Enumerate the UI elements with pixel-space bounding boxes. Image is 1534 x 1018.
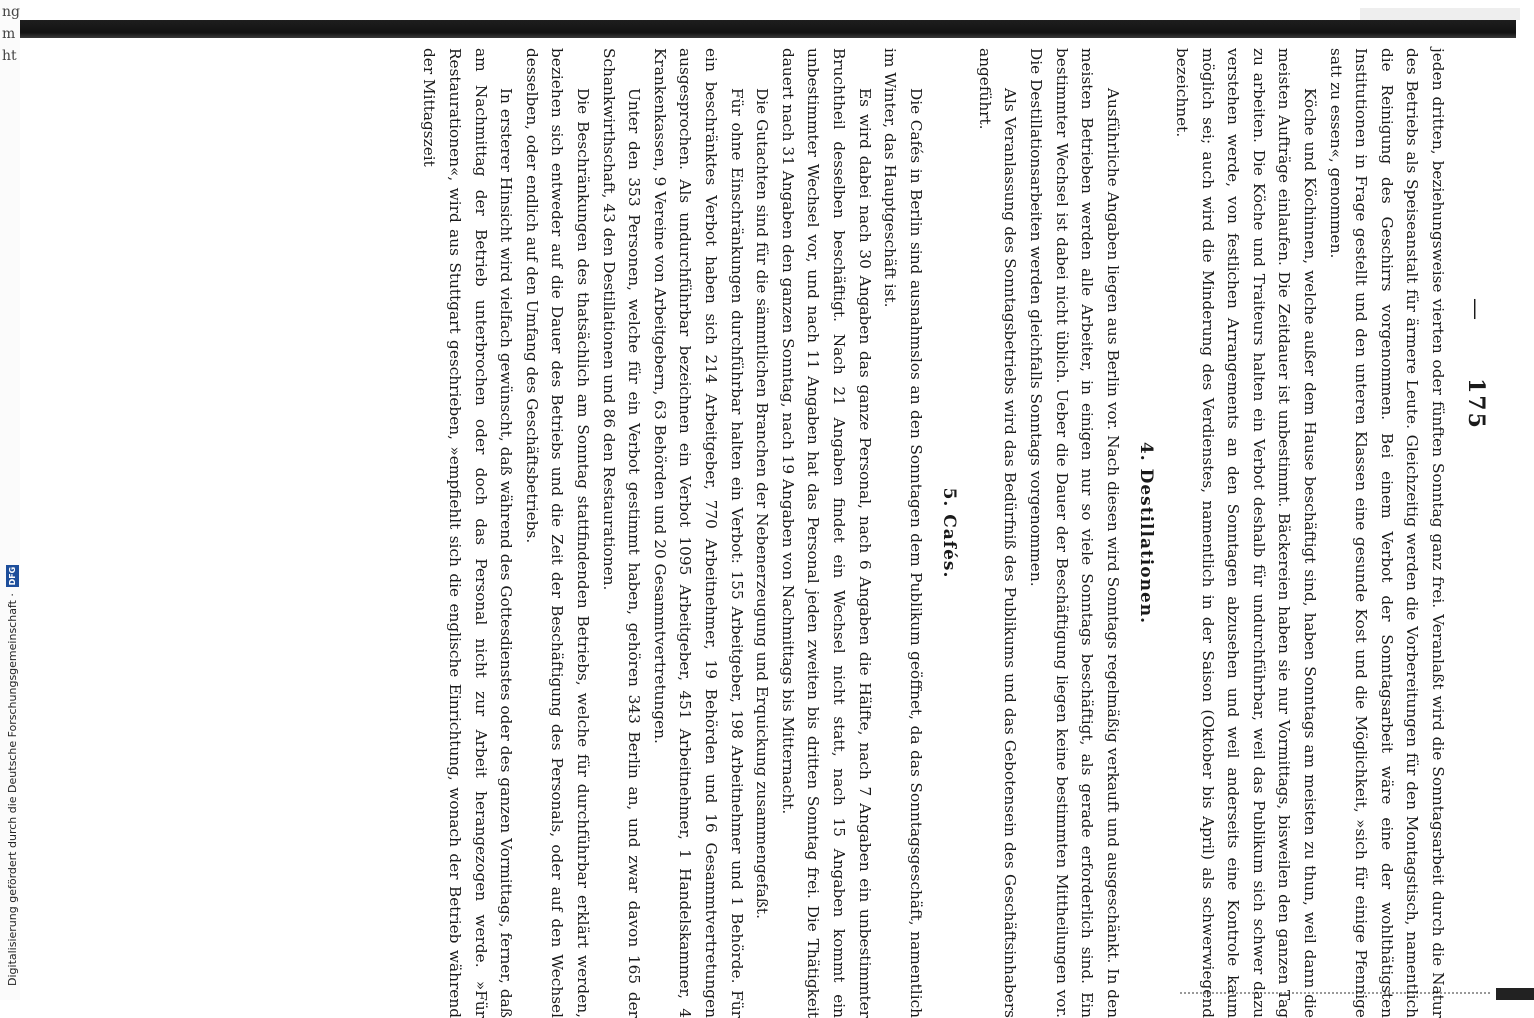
page-number: 175 <box>1463 378 1489 430</box>
scan-artifact <box>1360 8 1520 20</box>
cut-letter: ng <box>2 4 20 20</box>
book-page <box>120 48 1490 1018</box>
paragraph: In ersterer Hinsicht wird vielfach gewünscht, daß während des Gottesdienstes oder des ganzen Vormittags, ferner, daß am Nachmittag der Betrieb unterbrochen oder doch das Personal nicht zur Arbeit herangezogen werde. »Für Restaurationen«, wird aus Stuttgart geschrieben, »empfiehlt sich die englische Einrichtung, wonach der Betrieb während der Mittagszeit <box>420 48 516 1018</box>
scan-edge-bar <box>20 20 1516 38</box>
digitization-watermark <box>2 0 22 1000</box>
paragraph: Für ohne Einschränkungen durchführbar halten ein Verbot: 155 Arbeitgeber, 198 Arbeitnehmer und 1 Behörde. Für ein beschränktes Verbot haben sich 214 Arbeitgeber, 770 Arbeitnehmer, 19 Behörden und 16 Gesammtvertretungen ausgesprochen. Als undurchführbar bezeichnen ein Verbot 1095 Arbeitgeber, 451 Arbeitnehmer, 1 Handelskammer, 4 Krankenkassen, 9 Vereine von Arbeitgebern, 63 Behörden und 20 Gesammtvertretungen. <box>650 48 746 1018</box>
paragraph: Ausführliche Angaben liegen aus Berlin vor. Nach diesen wird Sonntags regelmäßig verkauft und ausgeschänkt. In den meisten Betrieben werden alle Arbeiter, in einigen nur so viele Sonntags beschäftigt, als gerade erforderlich sind. Ein bestimmter Wechsel ist dabei nicht üblich. Ueber die Dauer der Beschäftigung liegen keine bestimmten Mittheilungen vor. Die Destillationsarbeiten werden gleichfalls Sonntags vorgenommen. <box>1027 48 1122 1018</box>
paragraph: Es wird dabei nach 30 Angaben das ganze Personal, nach 6 Angaben die Hälfte, nach 7 Angaben ein unbestimmter Bruchtheil desselben beschäftigt. Nach 21 Angaben findet ein Wechsel nicht statt, nach 15 Angaben kommt ein unbestimmter Wechsel vor, und nach 11 Angaben hat das Personal jeden zweiten bis dritten Sonntag frei. Die Thätigkeit dauert nach 31 Angaben den ganzen Sonntag, nach 19 Angaben von Nachmittags bis Mitternacht. <box>778 48 874 1018</box>
section-heading-cafes: 5. Cafés. <box>939 487 960 579</box>
paragraph: Köche und Köchinnen, welche außer dem Hause beschäftigt sind, haben Sonntags am meisten zu thun, weil dann die meisten Aufträge einlaufen. Die Zeitdauer ist unbestimmt. Bäckereien haben sie nur Vormittags, bisweilen den ganzen Tag zu arbeiten. Die Köche und Traiteurs halten ein Verbot deshalb für undurchführbar, weil das Publikum sich schwer dazu verstehen werde, von festlichen Arrangements an den Sonntagen abzusehen und weil anderseits eine Kontrole kaum möglich sei; auch wird die Minderung des Verdienstes, namentlich in der Saison (Oktober bis April) als schwerwiegend bezeichnet. <box>1173 48 1320 1018</box>
dfg-logo-icon: DFG <box>7 566 17 586</box>
paragraph: Die Beschränkungen des thatsächlich am Sonntag stattfindenden Betriebs, welche für durchführbar erklärt werden, beziehen sich entweder auf die Dauer des Betriebs und die Zeit der Beschäftigung des Personals, oder auf den Wechsel desselben, oder endlich auf den Umfang des Geschäftsbetriebs. <box>522 48 592 1018</box>
paragraph: Als Veranlassung des Sonntagsbetriebs wird das Bedürfniß des Publikums und das Gebotensein des Geschäftsinhabers angeführt. <box>975 48 1020 1018</box>
cut-letter: ht <box>2 48 17 64</box>
scan-corner <box>1496 988 1534 1000</box>
paragraph: Die Cafés in Berlin sind ausnahmslos an den Sonntagen dem Publikum geöffnet, da das Sonntagsgeschäft, namentlich im Winter, das Hauptgeschäft ist. <box>881 48 925 1018</box>
page-number-dash: — <box>1463 298 1488 320</box>
paragraph: jeden dritten, beziehungsweise vierten oder fünften Sonntag ganz frei. Veranlaßt wird die Sonntagsarbeit durch die Natur des Betriebs als Speiseanstalt für ärmere Leute. Gleichzeitig werden die Vorbereitungen für den Montagstisch, namentlich die Reinigung des Geschirrs vorgenommen. Bei einem Verbot der Sonntagsarbeit wäre eine der wohlthätigsten Institutionen in Frage gestellt und den unteren Klassen eine gesunde Kost und die Möglichkeit, »sich für einige Pfennige satt zu essen«, genommen. <box>1326 48 1447 1018</box>
section-heading-destillationen: 4. Destillationen. <box>1136 441 1157 625</box>
watermark-text: Digitalisierung gefördert durch die Deutsche Forschungsgemeinschaft · <box>5 593 19 986</box>
paragraph: Unter den 353 Personen, welche für ein Verbot gestimmt haben, gehören 343 Berlin an, und zwar davon 165 der Schankwirthschaft, 43 den Destillationen und 86 den Restaurationen. <box>599 48 644 1018</box>
page-header <box>1450 48 1490 1018</box>
cut-letter: m <box>2 26 16 42</box>
paragraph: Die Gutachten sind für die sämmtlichen Branchen der Nebenerzeugung und Erquickung zusammengefaßt. <box>753 88 772 919</box>
